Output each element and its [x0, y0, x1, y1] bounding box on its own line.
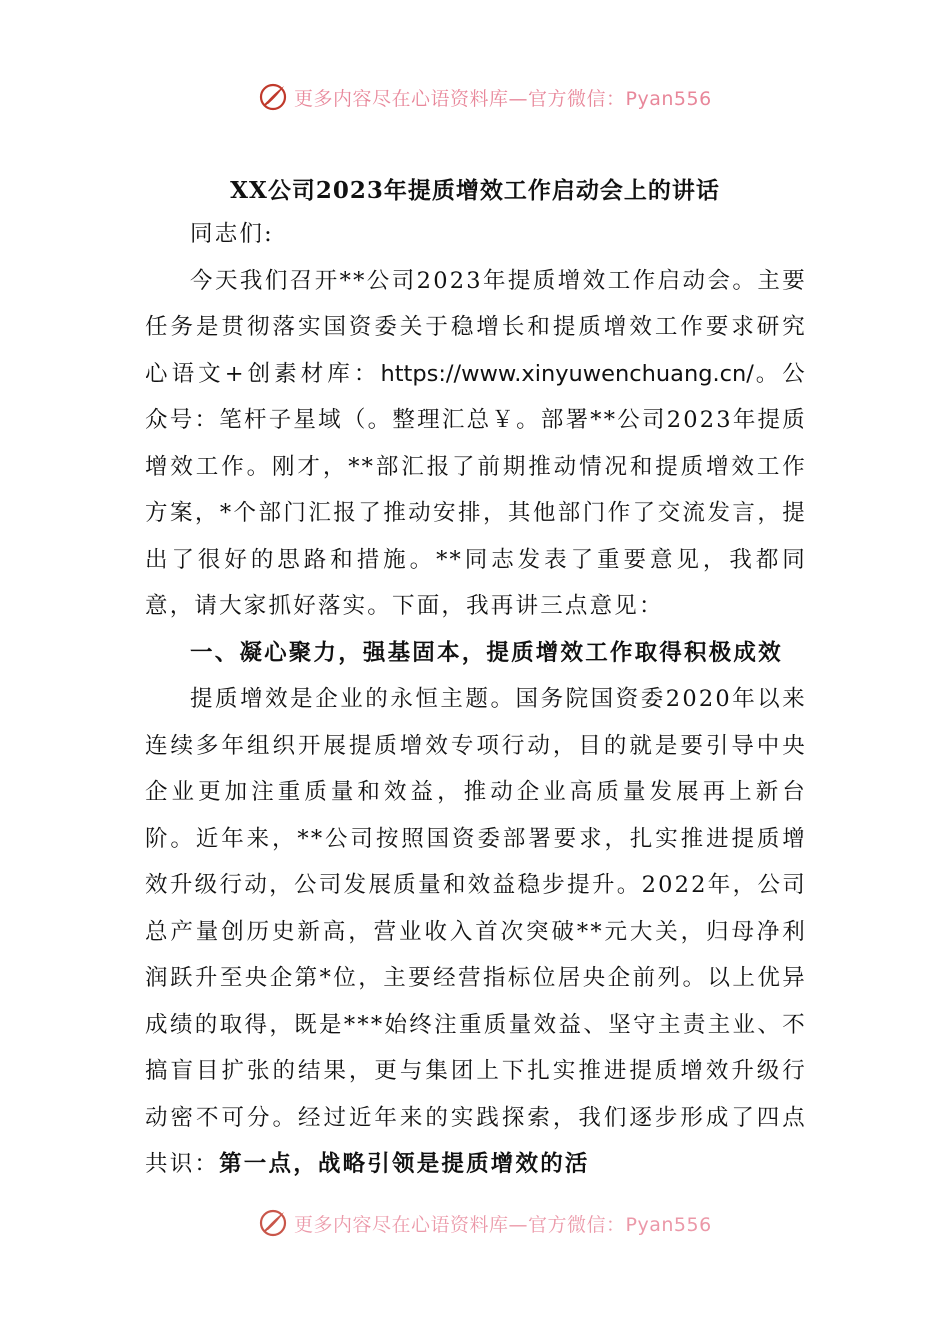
intro-text-part1: 今天我们召开**公司2023年提质增效工作启动会。主要任务是贯彻落实国资委关于稳增长和提质增效工作要求研究心语文+创素材库： — [145, 267, 807, 387]
document-body — [145, 211, 807, 1188]
resource-url: https://www.xinyuwenchuang.cn/ — [380, 360, 754, 387]
watermark-footer — [258, 1208, 712, 1238]
watermark-header — [258, 82, 712, 112]
salutation: 同志们: — [190, 221, 274, 247]
intro-text-part2: 。公众号：笔杆子星域（。整理汇总￥。部署**公司2023年提质增效工作。刚才，**部汇报了前期推动情况和提质增效工作方案，*个部门汇报了推动安排，其他部门作了交流发言，提出了很好的思路和措施。**同志发表了重要意见，我都同意，请大家抓好落实。下面，我再讲三点意见： — [145, 360, 808, 619]
intro-paragraph — [145, 258, 807, 630]
quill-logo-icon — [258, 82, 288, 112]
section-1-paragraph — [145, 676, 807, 1188]
watermark-text: 更多内容尽在心语资料库—官方微信：Pyan556 — [294, 1213, 712, 1236]
quill-logo-icon — [258, 1208, 288, 1238]
document-title: XX公司2023年提质增效工作启动会上的讲话 — [230, 177, 720, 204]
section-1-bold-point: 第一点，战略引领是提质增效的活 — [219, 1151, 590, 1177]
section-1-text: 提质增效是企业的永恒主题。国务院国资委2020年以来连续多年组织开展提质增效专项行动，目的就是要引导中央企业更加注重质量和效益，推动企业高质量发展再上新台阶。近年来，**公司按照国资委部署要求，扎实推进提质增效升级行动，公司发展质量和效益稳步提升。2022年，公司总产量创历史新高，营业收入首次突破**元大关，归母净利润跃升至央企第*位，主要经营指标位居央企前列。以上优异成绩的取得，既是***始终注重质量效益、坚守主责主业、不搞盲目扩张的结果，更与集团上下扎实推进提质增效升级行动密不可分。经过近年来的实践探索，我们逐步形成了四点共识： — [145, 686, 807, 1177]
section-1-heading: 一、凝心聚力，强基固本，提质增效工作取得积极成效 — [190, 639, 783, 666]
watermark-text: 更多内容尽在心语资料库—官方微信：Pyan556 — [294, 87, 712, 110]
